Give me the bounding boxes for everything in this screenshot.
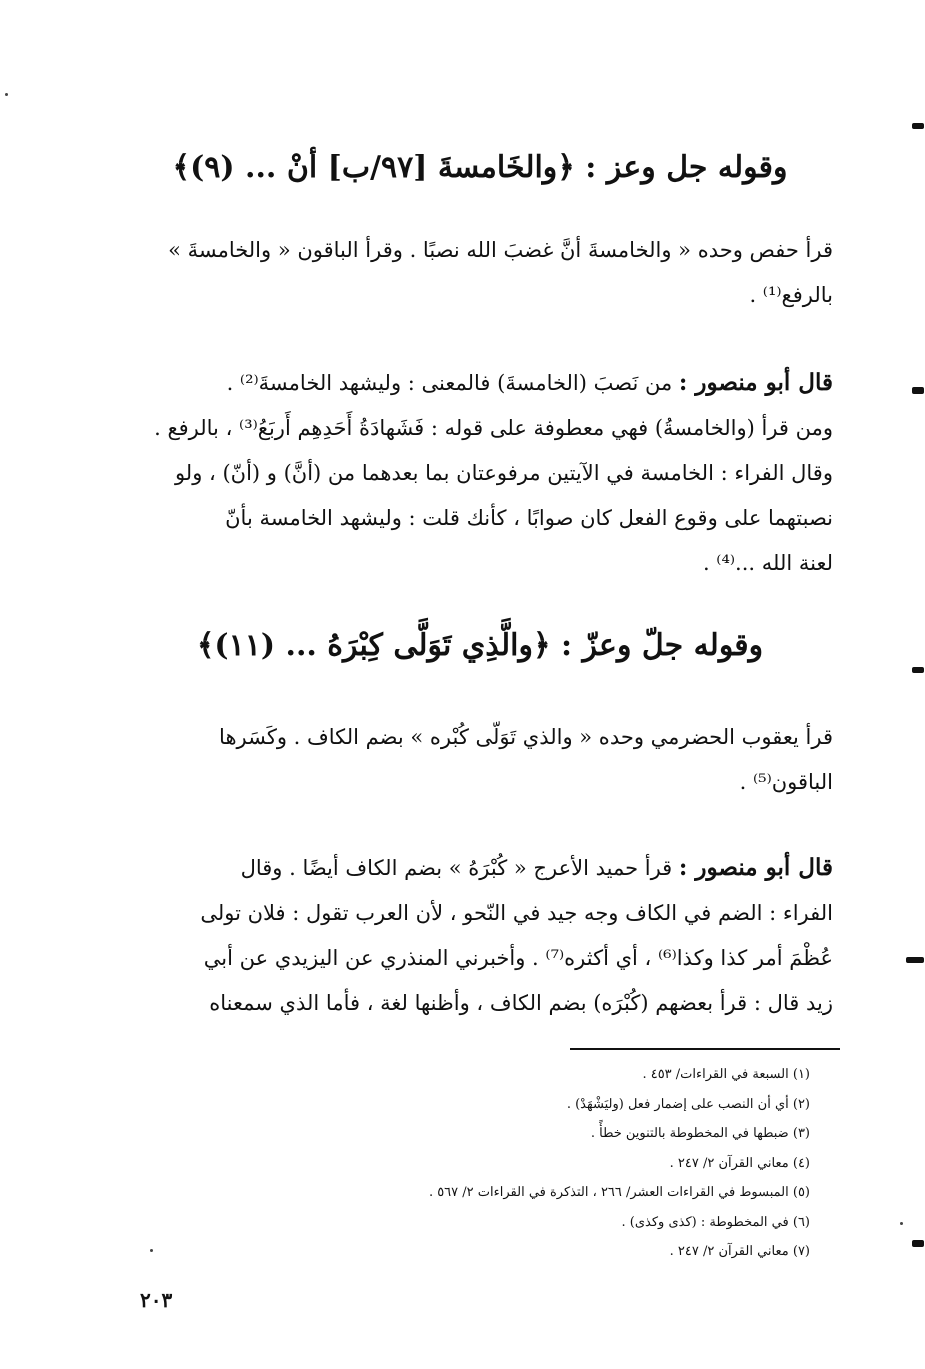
scan-margin-mark (912, 387, 924, 394)
scan-margin-mark (906, 957, 924, 963)
text-line (133, 360, 833, 406)
text-line: لعنة الله ...⁽⁴⁾ . (702, 551, 833, 575)
paragraph (133, 845, 833, 1026)
text-line: قرأ حفص وحده « والخامسةَ أنَّ غضبَ الله نصبًا . وقرأ الباقون « والخامسةَ » (168, 238, 833, 262)
footnote: (٦) في المخطوطة : (كذى وكذى) . (621, 1214, 810, 1230)
verse-heading: وقوله جلّ وعزّ : ﴿والَّذِي تَوَلَّى كِبْرَهُ ... (١١)﴾ (196, 628, 764, 663)
text-line: بالرفع⁽¹⁾ . (749, 283, 833, 307)
footnote: (٧) معاني القرآن ٢/ ٢٤٧ . (669, 1244, 810, 1259)
paragraph (133, 228, 833, 318)
text-line: الباقون⁽⁵⁾ . (739, 770, 833, 794)
text-line: نصبتهما على وقوع الفعل كان صوابًا ، كأنك قلت : وليشهد الخامسة بأنّ (225, 506, 833, 530)
scan-speck (150, 1249, 153, 1252)
paragraph (133, 715, 833, 805)
text-line: زيد قال : قرأ بعضهم (كُبْرَه) بضم الكاف ، وأظنها لغة ، فأما الذي سمعناه (209, 991, 833, 1015)
verse-heading: وقوله جل وعز : ﴿والخَامسةَ [٩٧/ب] أنْ ... (٩)﴾ (172, 150, 788, 185)
speaker-label: قال أبو منصور : (678, 854, 833, 881)
paragraph (133, 360, 833, 586)
footnote-divider (570, 1048, 840, 1050)
text-line: عُظْمَ أمر كذا وكذا⁽⁶⁾ ، أي أكثره⁽⁷⁾ . وأخبرني المنذري عن اليزيدي عن أبي (203, 946, 833, 970)
footnote: (٤) معاني القرآن ٢/ ٢٤٧ . (669, 1155, 810, 1171)
scan-speck (900, 1222, 903, 1225)
footnote: (٢) أي أن النصب على إضمار فعل (وليَشْهَدْ) . (566, 1096, 810, 1112)
scan-speck (5, 93, 8, 96)
scan-margin-mark (912, 123, 924, 129)
text-line (133, 845, 833, 891)
scan-margin-mark (912, 1240, 924, 1247)
scan-margin-mark (912, 667, 924, 673)
text-line: الفراء : الضم في الكاف وجه جيد في النّحو ، لأن العرب تقول : فلان تولى (200, 901, 833, 925)
footnotes (300, 1060, 810, 1267)
text-line: ومن قرأ (والخامسةُ) فهي معطوفة على قوله : فَشَهادَةُ أَحَدِهِم أَربَعُ⁽³⁾ ، بالرفع . (154, 416, 833, 440)
page-number: ٢٠٣ (140, 1288, 173, 1312)
footnote: (٣) ضبطها في المخطوطة بالتنوين خطأً . (590, 1126, 810, 1141)
footnote: (٥) المبسوط في القراءات العشر/ ٢٦٦ ، التذكرة في القراءات ٢/ ٥٦٧ . (428, 1185, 810, 1200)
text-segment: قرأ حميد الأعرج « كُبْرَهُ » بضم الكاف أيضًا . وقال (240, 856, 673, 880)
speaker-label: قال أبو منصور : (678, 369, 833, 396)
text-segment: من نَصبَ (الخامسةَ) فالمعنى : وليشهد الخامسةَ⁽²⁾ . (226, 371, 673, 395)
footnote: (١) السبعة في القراءات/ ٤٥٣ . (642, 1067, 810, 1082)
text-line: وقال الفراء : الخامسة في الآيتين مرفوعتان بما بعدهما من (أنَّ) و (أنّ) ، ولو (174, 461, 833, 485)
text-line: قرأ يعقوب الحضرمي وحده « والذي تَوَلّى كُبْره » بضم الكاف . وكَسَرها (219, 725, 833, 749)
